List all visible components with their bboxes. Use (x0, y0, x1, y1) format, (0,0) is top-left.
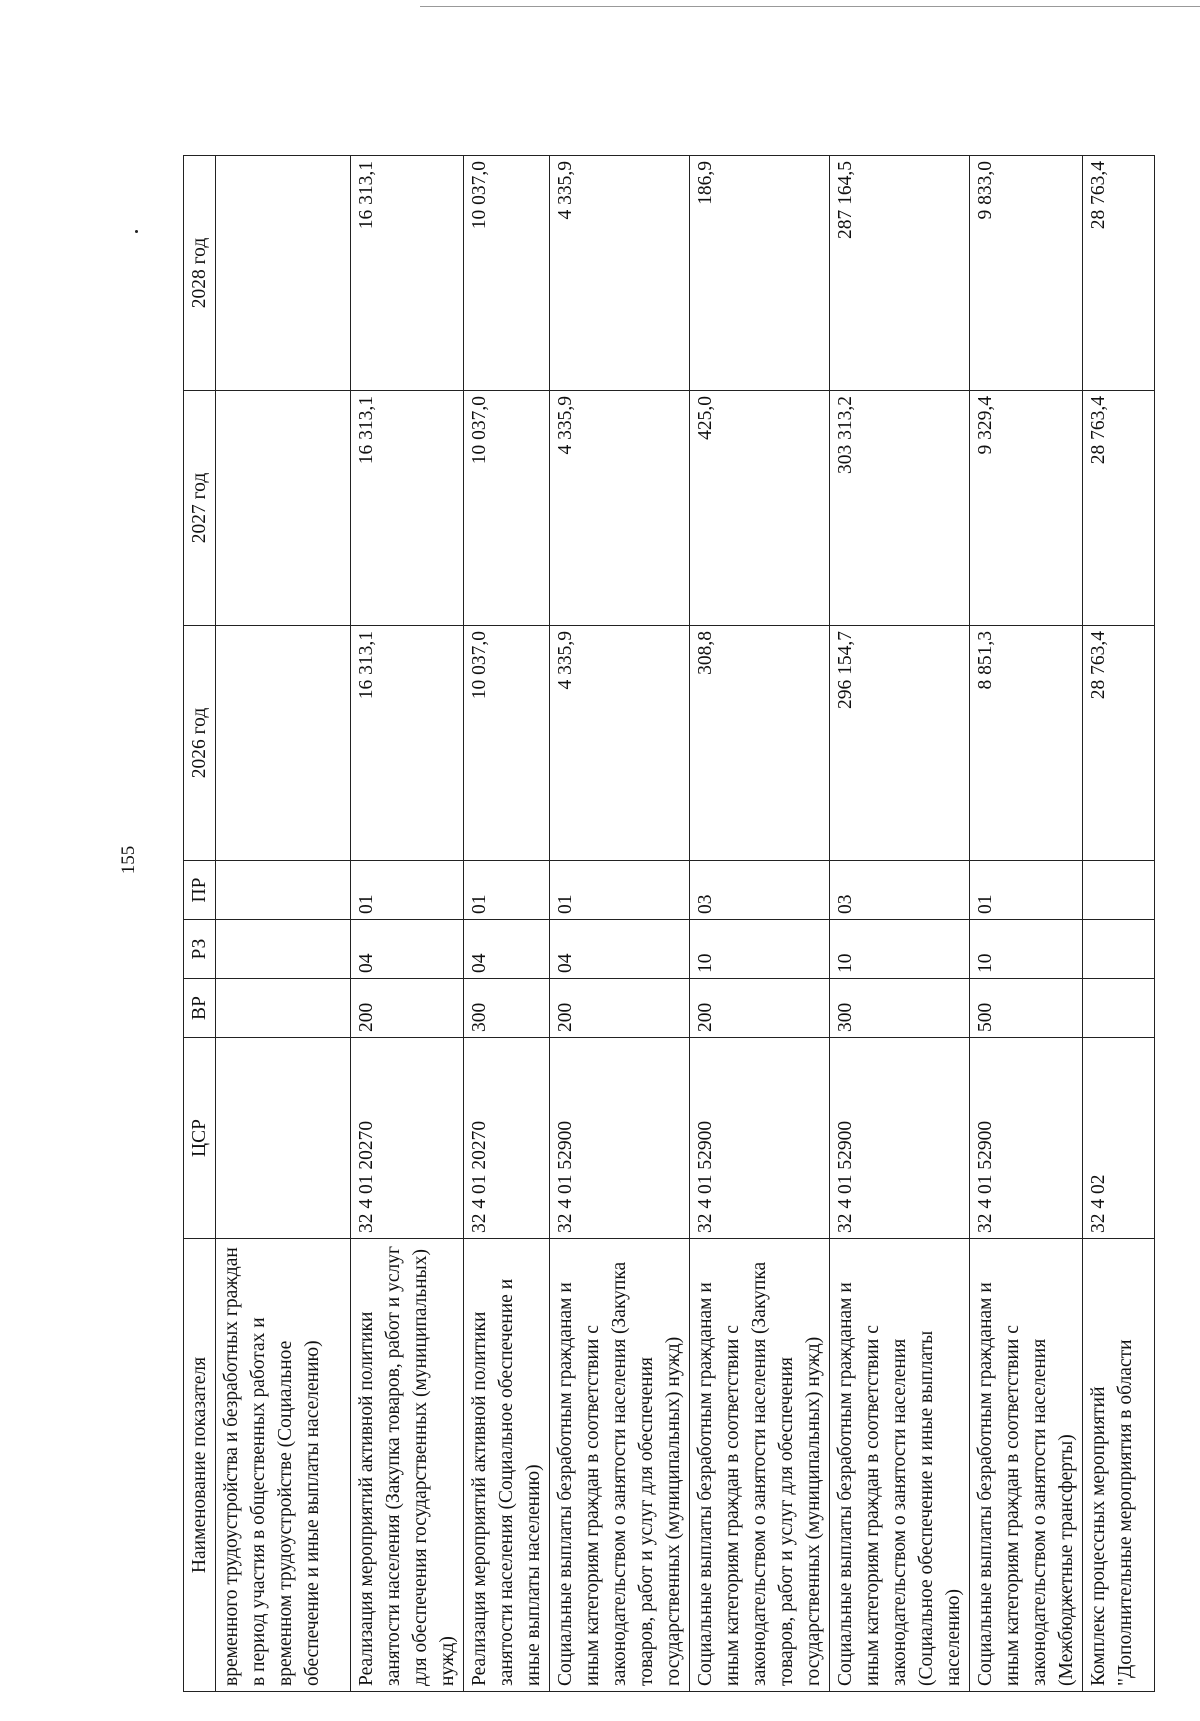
row-pr: 01 (550, 861, 690, 920)
table-row (970, 156, 1083, 1692)
row-csr: 32 4 01 52900 (830, 1038, 970, 1239)
row-2028: 287 164,5 (830, 156, 970, 391)
row-2027: 303 313,2 (830, 391, 970, 626)
row-2026: 8 851,3 (970, 626, 1083, 861)
row-2026: 296 154,7 (830, 626, 970, 861)
row-name: Социальные выплаты безработным гражданам и иным категориям граждан в соответствии с законодательством о занятости населения (Закупка товаров, работ и услуг для обеспечения государственных (муниципальных) нужд) (550, 1239, 690, 1692)
row-pr: 03 (830, 861, 970, 920)
scan-edge-line (420, 6, 1200, 7)
table-row (830, 156, 970, 1692)
row-2028: 186,9 (690, 156, 830, 391)
row-vr: 300 (464, 979, 550, 1038)
row-2028: 10 037,0 (464, 156, 550, 391)
row-2027: 425,0 (690, 391, 830, 626)
row-vr: 200 (550, 979, 690, 1038)
row-name: Социальные выплаты безработным гражданам и иным категориям граждан в соответствии с законодательством о занятости населения (Межбюджетные трансферты) (970, 1239, 1083, 1692)
row-rz: 04 (550, 920, 690, 979)
row-vr: 200 (690, 979, 830, 1038)
row-2027: 28 763,4 (1083, 391, 1155, 626)
row-rz (1083, 920, 1155, 979)
row-2028: 9 833,0 (970, 156, 1083, 391)
row-pr (1083, 861, 1155, 920)
row-2026: 16 313,1 (351, 626, 464, 861)
table-row (550, 156, 690, 1692)
row-2027: 9 329,4 (970, 391, 1083, 626)
row-name: Социальные выплаты безработным гражданам и иным категориям граждан в соответствии с законодательством о занятости населения (Закупка товаров, работ и услуг для обеспечения государственных (муниципальных) нужд) (690, 1239, 830, 1692)
row-csr (216, 1038, 351, 1239)
header-name: Наименование показателя (184, 1239, 216, 1692)
header-2028: 2028 год (184, 156, 216, 391)
header-csr: ЦСР (184, 1038, 216, 1239)
row-pr: 01 (351, 861, 464, 920)
table-row (464, 156, 550, 1692)
row-2026: 10 037,0 (464, 626, 550, 861)
row-rz: 10 (970, 920, 1083, 979)
row-2026: 4 335,9 (550, 626, 690, 861)
header-2026: 2026 год (184, 626, 216, 861)
budget-table (183, 155, 1155, 1692)
row-pr: 01 (970, 861, 1083, 920)
row-rz: 10 (690, 920, 830, 979)
row-2027 (216, 391, 351, 626)
row-2026: 308,8 (690, 626, 830, 861)
row-name: Комплекс процессных мероприятий "Дополнительные мероприятия в области (1083, 1239, 1155, 1692)
header-2027: 2027 год (184, 391, 216, 626)
row-rz (216, 920, 351, 979)
row-2028 (216, 156, 351, 391)
row-vr (216, 979, 351, 1038)
row-vr: 500 (970, 979, 1083, 1038)
scan-speck (135, 230, 138, 233)
row-2026 (216, 626, 351, 861)
row-rz: 10 (830, 920, 970, 979)
table-row (351, 156, 464, 1692)
row-name: временного трудоустройства и безработных граждан в период участия в общественных работах и временном трудоустройстве (Социальное обеспечение и иные выплаты населению) (216, 1239, 351, 1692)
rotated-page-body (183, 156, 1136, 1692)
row-vr: 200 (351, 979, 464, 1038)
row-2027: 4 335,9 (550, 391, 690, 626)
row-rz: 04 (464, 920, 550, 979)
row-pr: 03 (690, 861, 830, 920)
header-rz: РЗ (184, 920, 216, 979)
header-pr: ПР (184, 861, 216, 920)
row-vr: 300 (830, 979, 970, 1038)
row-csr: 32 4 02 (1083, 1038, 1155, 1239)
row-name: Реализация мероприятий активной политики занятости населения (Социальное обеспечение и иные выплаты населению) (464, 1239, 550, 1692)
row-csr: 32 4 01 52900 (550, 1038, 690, 1239)
row-2026: 28 763,4 (1083, 626, 1155, 861)
header-row (184, 156, 216, 1692)
table-row (216, 156, 351, 1692)
row-pr: 01 (464, 861, 550, 920)
row-rz: 04 (351, 920, 464, 979)
row-2027: 16 313,1 (351, 391, 464, 626)
row-name: Реализация мероприятий активной политики занятости населения (Закупка товаров, работ и услуг для обеспечения государственных (муниципальных) нужд) (351, 1239, 464, 1692)
row-csr: 32 4 01 52900 (690, 1038, 830, 1239)
row-pr (216, 861, 351, 920)
table-row (1083, 156, 1155, 1692)
row-vr (1083, 979, 1155, 1038)
row-2027: 10 037,0 (464, 391, 550, 626)
row-csr: 32 4 01 52900 (970, 1038, 1083, 1239)
row-name: Социальные выплаты безработным гражданам и иным категориям граждан в соответствии с законодательством о занятости населения (Социальное обеспечение и иные выплаты населению) (830, 1239, 970, 1692)
table-row (690, 156, 830, 1692)
row-csr: 32 4 01 20270 (464, 1038, 550, 1239)
header-vr: ВР (184, 979, 216, 1038)
row-2028: 16 313,1 (351, 156, 464, 391)
row-2028: 28 763,4 (1083, 156, 1155, 391)
page-number: 155 (118, 845, 139, 875)
row-csr: 32 4 01 20270 (351, 1038, 464, 1239)
row-2028: 4 335,9 (550, 156, 690, 391)
